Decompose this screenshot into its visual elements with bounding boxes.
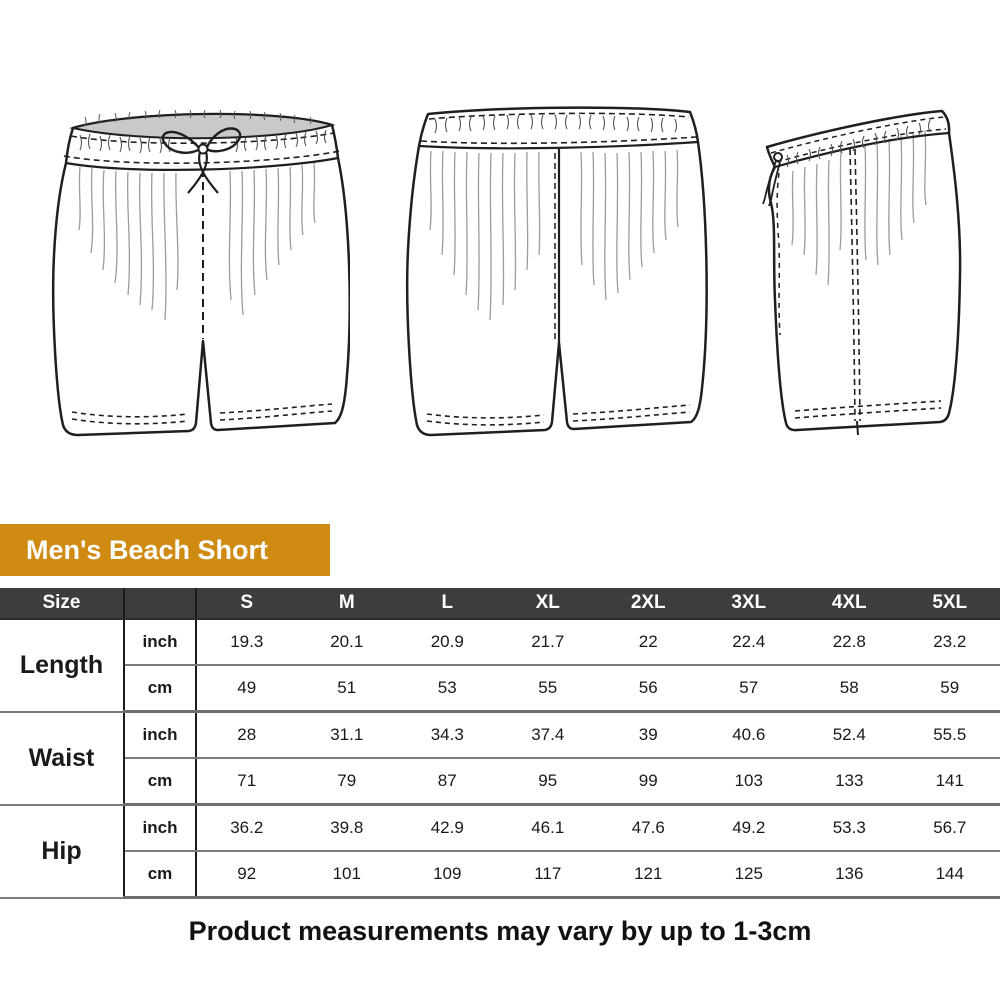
measurement-label-length: Length — [0, 619, 124, 712]
size-value-cell: 121 — [598, 851, 699, 898]
size-value-cell: 22.4 — [699, 619, 800, 665]
shorts-front-view-icon — [40, 105, 350, 440]
size-value-cell: 42.9 — [397, 805, 498, 852]
size-header-row — [0, 588, 1000, 619]
size-value-cell: 56.7 — [900, 805, 1000, 852]
length-inch-row — [0, 619, 1000, 665]
size-value-cell: 20.9 — [397, 619, 498, 665]
size-value-cell: 79 — [297, 758, 398, 805]
size-value-cell: 31.1 — [297, 712, 398, 759]
unit-label: inch — [124, 712, 196, 759]
size-value-cell: 21.7 — [498, 619, 599, 665]
size-value-cell: 19.3 — [196, 619, 297, 665]
size-value-cell: 52.4 — [799, 712, 900, 759]
size-col-header-2xl: 2XL — [598, 588, 699, 619]
size-col-header-5xl: 5XL — [900, 588, 1000, 619]
size-value-cell: 87 — [397, 758, 498, 805]
unit-label: cm — [124, 851, 196, 898]
size-col-header-m: M — [297, 588, 398, 619]
shorts-side-view-icon — [745, 105, 970, 440]
size-header-label: Size — [0, 588, 124, 619]
shorts-back-view-illustration — [395, 105, 720, 440]
size-value-cell: 136 — [799, 851, 900, 898]
length-cm-row — [0, 665, 1000, 712]
unit-label: cm — [124, 665, 196, 712]
size-value-cell: 47.6 — [598, 805, 699, 852]
size-value-cell: 71 — [196, 758, 297, 805]
shorts-front-view-illustration — [40, 105, 350, 440]
size-value-cell: 125 — [699, 851, 800, 898]
size-value-cell: 22.8 — [799, 619, 900, 665]
size-value-cell: 20.1 — [297, 619, 398, 665]
size-value-cell: 49 — [196, 665, 297, 712]
size-col-header-4xl: 4XL — [799, 588, 900, 619]
size-value-cell: 34.3 — [397, 712, 498, 759]
waist-inch-row — [0, 712, 1000, 759]
size-value-cell: 95 — [498, 758, 599, 805]
size-col-header-s: S — [196, 588, 297, 619]
unit-header-cell — [124, 588, 196, 619]
product-title: Men's Beach Short — [26, 535, 268, 565]
size-value-cell: 51 — [297, 665, 398, 712]
size-col-header-l: L — [397, 588, 498, 619]
hip-inch-row — [0, 805, 1000, 852]
size-value-cell: 58 — [799, 665, 900, 712]
size-value-cell: 57 — [699, 665, 800, 712]
measurement-disclaimer: Product measurements may vary by up to 1-3cm — [188, 916, 812, 946]
size-value-cell: 109 — [397, 851, 498, 898]
size-value-cell: 40.6 — [699, 712, 800, 759]
size-value-cell: 36.2 — [196, 805, 297, 852]
unit-label: inch — [124, 619, 196, 665]
measurement-label-hip: Hip — [0, 805, 124, 898]
size-value-cell: 37.4 — [498, 712, 599, 759]
size-value-cell: 133 — [799, 758, 900, 805]
size-value-cell: 22 — [598, 619, 699, 665]
size-value-cell: 59 — [900, 665, 1000, 712]
size-value-cell: 49.2 — [699, 805, 800, 852]
shorts-side-view-illustration — [745, 105, 970, 440]
size-value-cell: 55 — [498, 665, 599, 712]
size-value-cell: 101 — [297, 851, 398, 898]
size-value-cell: 53.3 — [799, 805, 900, 852]
size-value-cell: 53 — [397, 665, 498, 712]
size-value-cell: 103 — [699, 758, 800, 805]
waist-cm-row — [0, 758, 1000, 805]
product-title-banner — [0, 524, 330, 576]
unit-label: cm — [124, 758, 196, 805]
size-col-header-xl: XL — [498, 588, 599, 619]
size-value-cell: 39 — [598, 712, 699, 759]
size-value-cell: 39.8 — [297, 805, 398, 852]
size-value-cell: 141 — [900, 758, 1000, 805]
size-value-cell: 55.5 — [900, 712, 1000, 759]
shorts-back-view-icon — [395, 105, 720, 440]
size-value-cell: 46.1 — [498, 805, 599, 852]
size-value-cell: 23.2 — [900, 619, 1000, 665]
size-value-cell: 117 — [498, 851, 599, 898]
size-value-cell: 144 — [900, 851, 1000, 898]
hip-cm-row — [0, 851, 1000, 898]
size-col-header-3xl: 3XL — [699, 588, 800, 619]
size-value-cell: 56 — [598, 665, 699, 712]
size-value-cell: 92 — [196, 851, 297, 898]
size-value-cell: 99 — [598, 758, 699, 805]
size-value-cell: 28 — [196, 712, 297, 759]
measurement-label-waist: Waist — [0, 712, 124, 805]
size-chart-table — [0, 588, 1000, 899]
unit-label: inch — [124, 805, 196, 852]
